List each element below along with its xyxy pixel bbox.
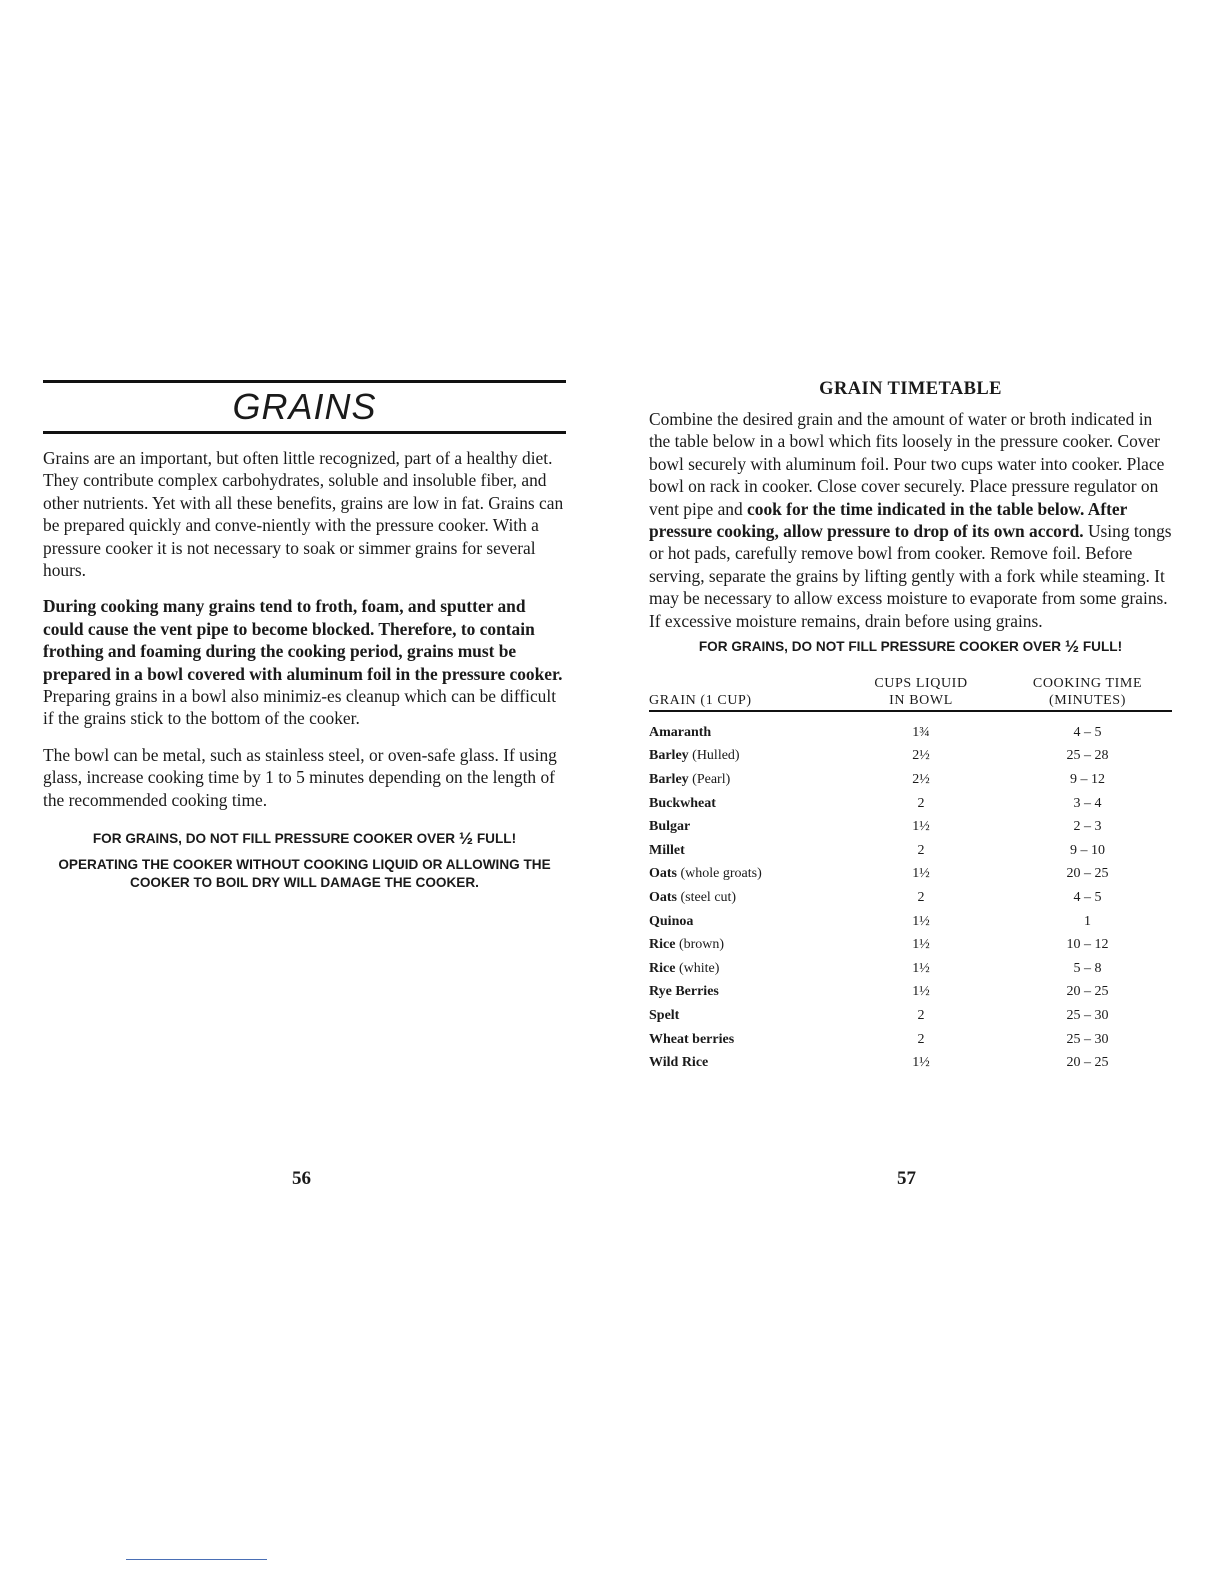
- grain-note: (brown): [675, 937, 725, 953]
- grain-name-cell: [649, 1028, 839, 1052]
- timetable-intro-bold: cook for the time indicated in the table below. After pressure cooking, allow pressure to drop of its own accord.: [649, 498, 1128, 542]
- cooking-time-cell: 9 – 10: [1070, 842, 1105, 858]
- table-row: [649, 981, 1172, 1005]
- cooking-time-cell: 5 – 8: [1073, 960, 1102, 976]
- grain-name: Rice: [649, 937, 676, 953]
- timetable-fill-warning-text: FOR GRAINS, DO NOT FILL PRESSURE COOKER OVER: [698, 639, 1065, 655]
- grain-name-cell: [649, 1004, 839, 1028]
- cups-liquid-cell: 2: [917, 1031, 925, 1047]
- grain-name: Millet: [649, 842, 685, 858]
- grain-name: Wheat berries: [649, 1031, 735, 1047]
- grain-name: Barley: [649, 772, 689, 788]
- cooking-time-cell: 20 – 25: [1066, 866, 1109, 882]
- grain-name: Rye Berries: [649, 984, 719, 1000]
- grain-name-cell: [649, 910, 839, 934]
- right-page: [649, 376, 1172, 1075]
- timetable-fill-warning: [649, 638, 1172, 656]
- header-time-line1: COOKING TIME: [1032, 676, 1143, 692]
- cups-liquid-cell: 2: [917, 1007, 925, 1023]
- header-cups-line2: IN BOWL: [889, 693, 953, 709]
- table-row: [649, 910, 1172, 934]
- cups-liquid-cell: 1½: [912, 866, 930, 882]
- table-row: [649, 839, 1172, 863]
- timetable-fill-warning-fraction: ½: [1064, 637, 1080, 657]
- left-page: [43, 380, 566, 892]
- cups-liquid-cell: 1½: [912, 819, 930, 835]
- grain-name: Wild Rice: [649, 1055, 709, 1071]
- timetable-intro: [649, 408, 1172, 632]
- grain-note: (Pearl): [688, 772, 731, 788]
- fill-warning-fraction: ½: [458, 829, 474, 849]
- cups-liquid-cell: 1½: [912, 984, 930, 1000]
- cups-liquid-cell: 1½: [912, 937, 930, 953]
- table-header-row: [649, 675, 1172, 711]
- grain-name: Buckwheat: [649, 795, 716, 811]
- header-time-line2: (MINUTES): [1049, 693, 1126, 709]
- cups-liquid-cell: 2: [917, 890, 925, 906]
- grain-name-cell: [649, 839, 839, 863]
- grain-note: (white): [675, 960, 720, 976]
- header-cooking-time: [1003, 675, 1172, 711]
- cups-liquid-cell: 1¾: [912, 724, 930, 740]
- table-row: [649, 886, 1172, 910]
- timetable-title: GRAIN TIMETABLE: [819, 379, 1002, 399]
- title-bottom-rule: [43, 431, 566, 434]
- table-row: [649, 711, 1172, 745]
- table-row: [649, 768, 1172, 792]
- grain-name: Spelt: [649, 1007, 680, 1023]
- page-number-right: 57: [897, 1168, 916, 1189]
- cooking-time-cell: 25 – 30: [1066, 1031, 1109, 1047]
- grain-name-cell: [649, 792, 839, 816]
- table-row: [649, 1051, 1172, 1075]
- grain-note: (whole groats): [677, 866, 762, 882]
- table-row: [649, 1028, 1172, 1052]
- cooking-time-cell: 9 – 12: [1070, 772, 1105, 788]
- intro-paragraph: Grains are an important, but often little recognized, part of a healthy diet. They contribute complex carbohydrates, soluble and insoluble fiber, and other nutrients. Yet with all these benefits, grains are low in fat. Grains can be prepared quickly and conve-niently with the pressure cooker. With a pressure cooker it is not necessary to soak or simmer grains for several hours.: [43, 448, 564, 581]
- timetable-fill-warning-end: FULL!: [1079, 639, 1123, 655]
- cups-liquid-cell: 1½: [912, 1055, 930, 1071]
- cups-liquid-cell: 1½: [912, 960, 930, 976]
- cups-liquid-cell: 2½: [912, 772, 930, 788]
- cups-liquid-cell: 2: [917, 842, 925, 858]
- grain-name: Quinoa: [649, 913, 694, 929]
- grain-timetable: [649, 675, 1172, 1075]
- grain-name-cell: [649, 981, 839, 1005]
- footer-line: [126, 1559, 267, 1560]
- cups-liquid-cell: 1½: [912, 913, 930, 929]
- cooking-time-cell: 25 – 30: [1066, 1007, 1109, 1023]
- table-body: [649, 711, 1172, 1075]
- table-row: [649, 792, 1172, 816]
- grain-name-cell: [649, 815, 839, 839]
- cooking-time-cell: 3 – 4: [1073, 795, 1102, 811]
- table-row: [649, 1004, 1172, 1028]
- fill-warning: [43, 830, 566, 848]
- page-title: GRAINS: [232, 386, 377, 427]
- header-cups-line1: CUPS LIQUID: [874, 676, 968, 692]
- page-number-left: 56: [292, 1168, 311, 1189]
- fill-warning-end: FULL!: [473, 831, 517, 847]
- fill-warning-text: FOR GRAINS, DO NOT FILL PRESSURE COOKER OVER: [92, 831, 459, 847]
- table-row: [649, 863, 1172, 887]
- grain-name: Oats: [649, 890, 677, 906]
- timetable-intro-a: Combine the desired grain and the amount of water or broth indicated in the table below in a bowl which fits loosely in the pressure cooker. Cover bowl securely with aluminum foil. Pour two cups water into cooker. Place bowl on rack in cooker. Close cover securely. Place pressure regulator on vent pipe and: [649, 409, 1165, 519]
- cooking-time-cell: 20 – 25: [1066, 984, 1109, 1000]
- cooking-time-cell: 2 – 3: [1073, 819, 1102, 835]
- boil-dry-warning: OPERATING THE COOKER WITHOUT COOKING LIQUID OR ALLOWING THE COOKER TO BOIL DRY WILL DAMAGE THE COOKER.: [58, 857, 551, 891]
- grain-note: (Hulled): [688, 748, 740, 764]
- grain-name: Barley: [649, 748, 689, 764]
- grain-name: Amaranth: [649, 724, 712, 740]
- cups-liquid-cell: 2½: [912, 748, 930, 764]
- table-row: [649, 815, 1172, 839]
- header-cups-liquid: [839, 675, 1003, 711]
- cooking-time-cell: 10 – 12: [1066, 937, 1109, 953]
- table-row: [649, 745, 1172, 769]
- grain-name-cell: [649, 768, 839, 792]
- grain-name: Bulgar: [649, 819, 691, 835]
- cooking-time-cell: 4 – 5: [1073, 890, 1102, 906]
- table-row: [649, 933, 1172, 957]
- cups-liquid-cell: 2: [917, 795, 925, 811]
- cooking-time-cell: 20 – 25: [1066, 1055, 1109, 1071]
- cooking-time-cell: 4 – 5: [1073, 724, 1102, 740]
- bowl-instruction-bold: During cooking many grains tend to froth, foam, and sputter and could cause the vent pipe to become blocked. Therefore, to contain frothing and foaming during the cooking period, grains must be prepared in a bowl covered with aluminum foil in the pressure cooker.: [43, 596, 563, 684]
- bowl-instruction-paragraph: [43, 595, 566, 729]
- grain-name: Oats: [649, 866, 677, 882]
- grain-name-cell: [649, 863, 839, 887]
- grain-name-cell: [649, 1051, 839, 1075]
- grain-name-cell: [649, 933, 839, 957]
- grain-name-cell: [649, 886, 839, 910]
- bowl-material-paragraph: The bowl can be metal, such as stainless steel, or oven-safe glass. If using glass, increase cooking time by 1 to 5 minutes depending on the length of the recommended cooking time.: [43, 744, 557, 810]
- cooking-time-cell: 25 – 28: [1066, 748, 1109, 764]
- grain-name-cell: [649, 711, 839, 745]
- timetable-intro-b: Using tongs or hot pads, carefully remove bowl from cooker. Remove foil. Before serving, separate the grains by lifting gently with a fork while steaming. It may be necessary to allow excess moisture to evaporate from some grains. If excessive moisture remains, drain before using grains.: [649, 521, 1172, 631]
- cooking-time-cell: 1: [1084, 913, 1091, 929]
- grain-name: Rice: [649, 960, 676, 976]
- grain-name-cell: [649, 957, 839, 981]
- header-grain: GRAIN (1 CUP): [649, 675, 839, 711]
- grain-note: (steel cut): [677, 890, 737, 906]
- grain-name-cell: [649, 745, 839, 769]
- bowl-instruction-rest: Preparing grains in a bowl also minimiz-es cleanup which can be difficult if the grains stick to the bottom of the cooker.: [43, 686, 557, 729]
- table-row: [649, 957, 1172, 981]
